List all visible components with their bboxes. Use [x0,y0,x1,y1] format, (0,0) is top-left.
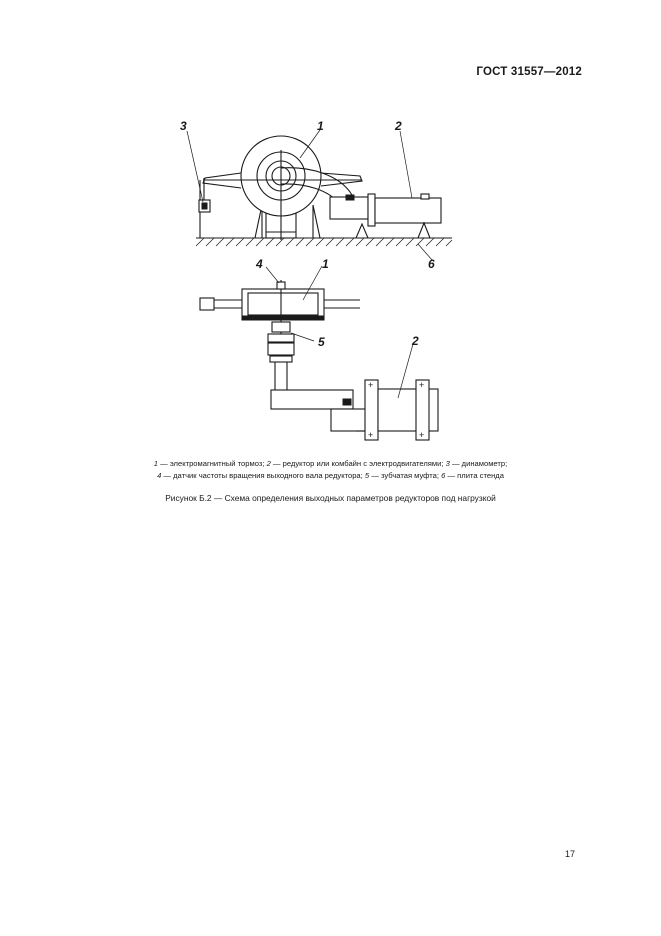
figure-legend-line-1: 1 — электромагнитный тормоз; 2 — редуктор или комбайн с электродвигателями; 3 — динамометр; [153,459,508,468]
svg-text:+: + [368,430,374,440]
callout-1-plan: 1 [322,257,329,271]
figure-legend-line-2: 4 — датчик частоты вращения выходного вала редуктора; 5 — зубчатая муфта; 6 — плита стенда [157,471,504,480]
side-view [187,130,452,260]
plan-view [200,266,438,440]
document-header: ГОСТ 31557—2012 [476,66,582,78]
svg-text:+: + [419,430,425,440]
callout-4-plan: 4 [256,257,263,271]
gearbox-plan [271,380,438,440]
callout-3-side: 3 [180,119,187,133]
callout-2-side: 2 [395,119,402,133]
svg-text:+: + [419,380,425,390]
page-number: 17 [564,849,575,859]
electromagnetic-brake-side [203,136,362,240]
gearbox-side [330,194,441,238]
dynamometer-side [199,178,210,238]
callout-5-plan: 5 [318,335,325,349]
stand-plate [196,238,452,246]
gear-coupling-plan [268,322,294,392]
callout-2-plan: 2 [412,334,419,348]
test-bench-diagram [0,0,661,460]
figure-caption: Рисунок Б.2 — Схема определения выходных параметров редукторов под нагрузкой [165,493,496,503]
svg-text:+: + [368,380,374,390]
callout-6-side: 6 [428,257,435,271]
callout-1-side: 1 [317,119,324,133]
